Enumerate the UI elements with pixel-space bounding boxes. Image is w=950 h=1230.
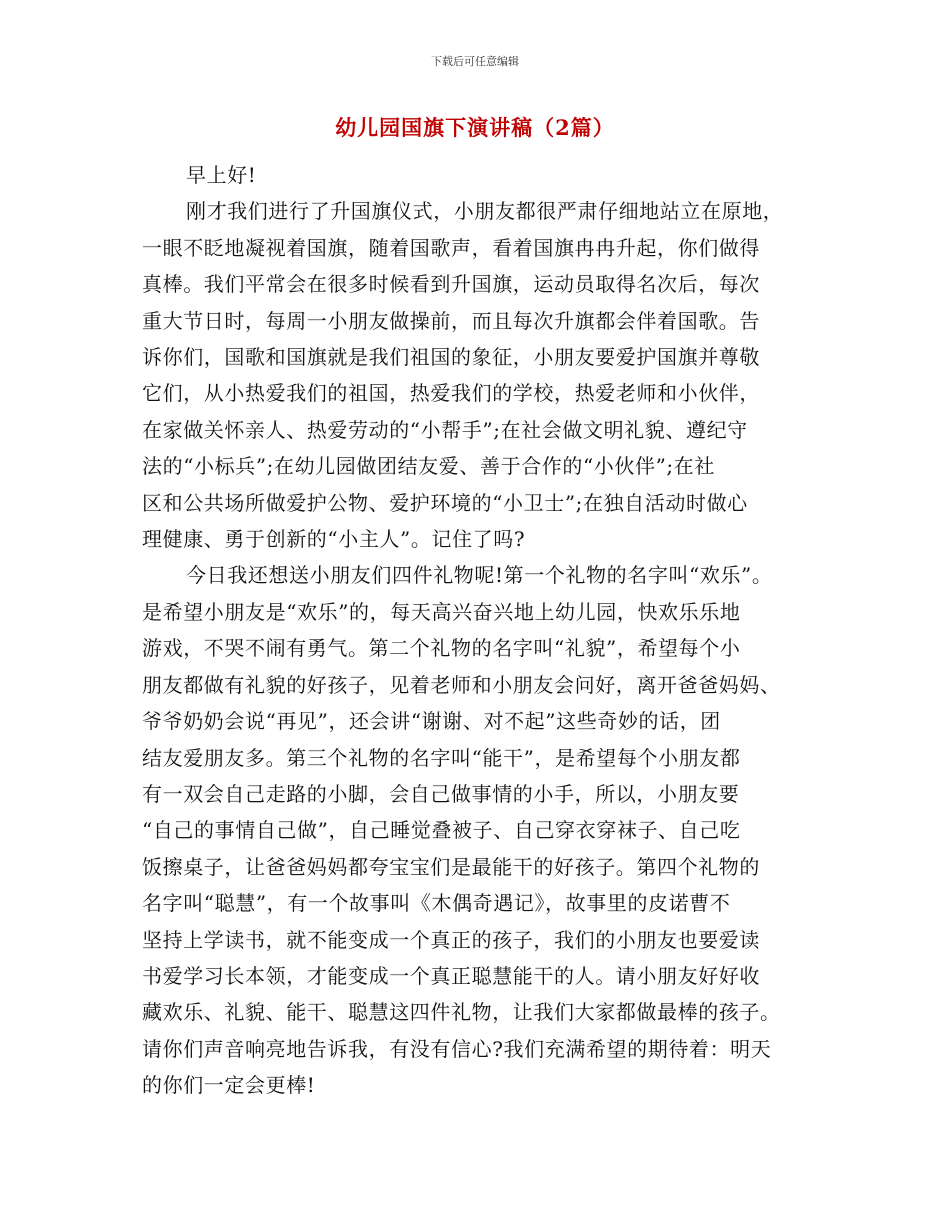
text-line: 是希望小朋友是“欢乐”的，每天高兴奋兴地上幼儿园，快欢乐乐地 [142,599,741,624]
text-line: 饭擦桌子，让爸爸妈妈都夸宝宝们是最能干的好孩子。第四个礼物的 [142,854,760,879]
text-line: 在家做关怀亲人、热爱劳动的“小帮手”;在社会做文明礼貌、遵纪守 [142,417,748,442]
speech-body [142,157,802,1104]
text-line: 坚持上学读书，就不能变成一个真正的孩子，我们的小朋友也要爱读 [142,927,760,952]
header-note: 下载后可任意编辑 [431,55,519,68]
text-line: 法的“小标兵”;在幼儿园做团结友爱、善于合作的“小伙伴”;在社 [142,454,715,479]
text-line: 的你们一定会更棒! [142,1073,316,1098]
text-line: 重大节日时，每周一小朋友做操前，而且每次升旗都会伴着国歌。告 [142,308,760,333]
document-title: 幼儿园国旗下演讲稿（2篇） [335,115,615,140]
text-line: 书爱学习长本领，才能变成一个真正聪慧能干的人。请小朋友好好收 [142,963,760,988]
text-line: 它们，从小热爱我们的祖国，热爱我们的学校，热爱老师和小伙伴， [142,381,760,406]
text-line: 理健康、勇于创新的“小主人”。记住了吗? [142,527,526,552]
text-line: 今日我还想送小朋友们四件礼物呢!第一个礼物的名字叫“欢乐”。 [186,563,773,588]
text-line: 真棒。我们平常会在很多时候看到升国旗，运动员取得名次后，每次 [142,272,760,297]
text-line: 名字叫“聪慧”，有一个故事叫《木偶奇遇记》，故事里的皮诺曹不 [142,891,731,916]
text-line: 游戏，不哭不闹有勇气。第二个礼物的名字叫“礼貌”，希望每个小 [142,636,741,661]
text-line: 诉你们，国歌和国旗就是我们祖国的象征，小朋友要爱护国旗并尊敬 [142,345,760,370]
text-line: 朋友都做有礼貌的好孩子，见着老师和小朋友会问好，离开爸爸妈妈、 [142,672,781,697]
text-line: 有一双会自己走路的小脚，会自己做事情的小手，所以，小朋友要 [142,781,740,806]
text-line: 爷爷奶奶会说“再见”，还会讲“谢谢、对不起”这些奇妙的话，团 [142,709,721,734]
text-line: 早上好! [186,163,257,187]
text-line: 区和公共场所做爱护公物、爱护环境的“小卫士”;在独自活动时做心 [142,490,748,515]
text-line: “自己的事情自己做”，自己睡觉叠被子、自己穿衣穿袜子、自己吃 [142,818,741,843]
text-line: 刚才我们进行了升国旗仪式，小朋友都很严肃仔细地站立在原地， [186,199,784,224]
text-line: 藏欢乐、礼貌、能干、聪慧这四件礼物，让我们大家都做最棒的孩子。 [142,1000,781,1025]
text-line: 请你们声音响亮地告诉我，有没有信心?我们充满希望的期待着：明天 [142,1036,772,1061]
text-line: 一眼不眨地凝视着国旗，随着国歌声，看着国旗冉冉升起，你们做得 [142,235,760,260]
text-line: 结友爱朋友多。第三个礼物的名字叫“能干”，是希望每个小朋友都 [142,745,741,770]
